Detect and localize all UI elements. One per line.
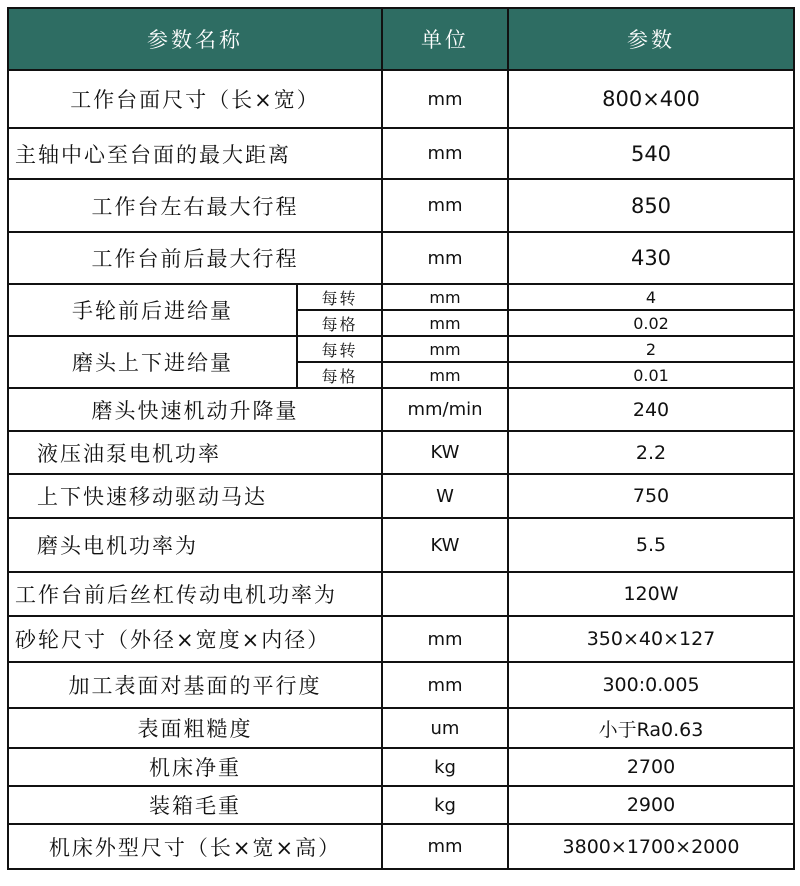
param-value: 2700 [508, 748, 794, 786]
feed-unit: mm [382, 310, 508, 336]
feed-sub-label: 每格 [297, 362, 382, 388]
param-unit: kg [382, 786, 508, 824]
param-unit: kg [382, 748, 508, 786]
table-row [8, 786, 794, 824]
param-value: 120W [508, 572, 794, 616]
param-name: 工作台左右最大行程 [8, 179, 382, 232]
header-value: 参数 [508, 8, 794, 70]
header-row [8, 8, 794, 70]
table-row [8, 388, 794, 431]
param-value: 300:0.005 [508, 662, 794, 708]
param-name: 液压油泵电机功率 [8, 431, 382, 474]
param-value: 850 [508, 179, 794, 232]
param-value: 800×400 [508, 70, 794, 128]
table-row [8, 284, 794, 310]
table-row [8, 232, 794, 284]
param-value: 3800×1700×2000 [508, 824, 794, 869]
param-name: 上下快速移动驱动马达 [8, 474, 382, 518]
spec-table [7, 7, 795, 870]
table-row [8, 748, 794, 786]
param-unit: KW [382, 518, 508, 572]
header-name: 参数名称 [8, 8, 382, 70]
param-unit: KW [382, 431, 508, 474]
param-value: 5.5 [508, 518, 794, 572]
param-unit: mm [382, 824, 508, 869]
param-unit: mm/min [382, 388, 508, 431]
param-unit: mm [382, 662, 508, 708]
table-row [8, 474, 794, 518]
param-unit: mm [382, 70, 508, 128]
feed-unit: mm [382, 284, 508, 310]
param-value: 小于Ra0.63 [508, 708, 794, 748]
table-row [8, 662, 794, 708]
param-unit: um [382, 708, 508, 748]
param-name: 磨头电机功率为 [8, 518, 382, 572]
table-row [8, 70, 794, 128]
feed-value: 4 [508, 284, 794, 310]
param-value: 350×40×127 [508, 616, 794, 662]
param-name: 加工表面对基面的平行度 [8, 662, 382, 708]
param-unit: W [382, 474, 508, 518]
param-name: 主轴中心至台面的最大距离 [8, 128, 382, 179]
param-name: 工作台前后最大行程 [8, 232, 382, 284]
param-unit: mm [382, 179, 508, 232]
param-name: 工作台面尺寸（长×宽） [8, 70, 382, 128]
feed-group-name: 手轮前后进给量 [8, 284, 297, 336]
feed-group-name: 磨头上下进给量 [8, 336, 297, 388]
table-row [8, 179, 794, 232]
table-row [8, 824, 794, 869]
param-value: 2900 [508, 786, 794, 824]
feed-value: 0.01 [508, 362, 794, 388]
param-name: 磨头快速机动升降量 [8, 388, 382, 431]
table-row [8, 616, 794, 662]
param-name: 装箱毛重 [8, 786, 382, 824]
param-unit: mm [382, 128, 508, 179]
param-unit [382, 572, 508, 616]
feed-sub-label: 每转 [297, 336, 382, 362]
header-unit: 单位 [382, 8, 508, 70]
param-name: 机床净重 [8, 748, 382, 786]
table-row [8, 708, 794, 748]
param-name: 砂轮尺寸（外径×宽度×内径） [8, 616, 382, 662]
param-unit: mm [382, 232, 508, 284]
param-name: 机床外型尺寸（长×宽×高） [8, 824, 382, 869]
param-value: 540 [508, 128, 794, 179]
feed-sub-label: 每格 [297, 310, 382, 336]
table-row [8, 572, 794, 616]
param-name: 表面粗糙度 [8, 708, 382, 748]
param-unit: mm [382, 616, 508, 662]
feed-sub-label: 每转 [297, 284, 382, 310]
feed-unit: mm [382, 362, 508, 388]
table-row [8, 431, 794, 474]
feed-value: 2 [508, 336, 794, 362]
table-row [8, 336, 794, 362]
table-row [8, 128, 794, 179]
param-value: 2.2 [508, 431, 794, 474]
param-value: 240 [508, 388, 794, 431]
feed-value: 0.02 [508, 310, 794, 336]
param-value: 750 [508, 474, 794, 518]
feed-unit: mm [382, 336, 508, 362]
param-value: 430 [508, 232, 794, 284]
param-name: 工作台前后丝杠传动电机功率为 [8, 572, 382, 616]
table-row [8, 518, 794, 572]
